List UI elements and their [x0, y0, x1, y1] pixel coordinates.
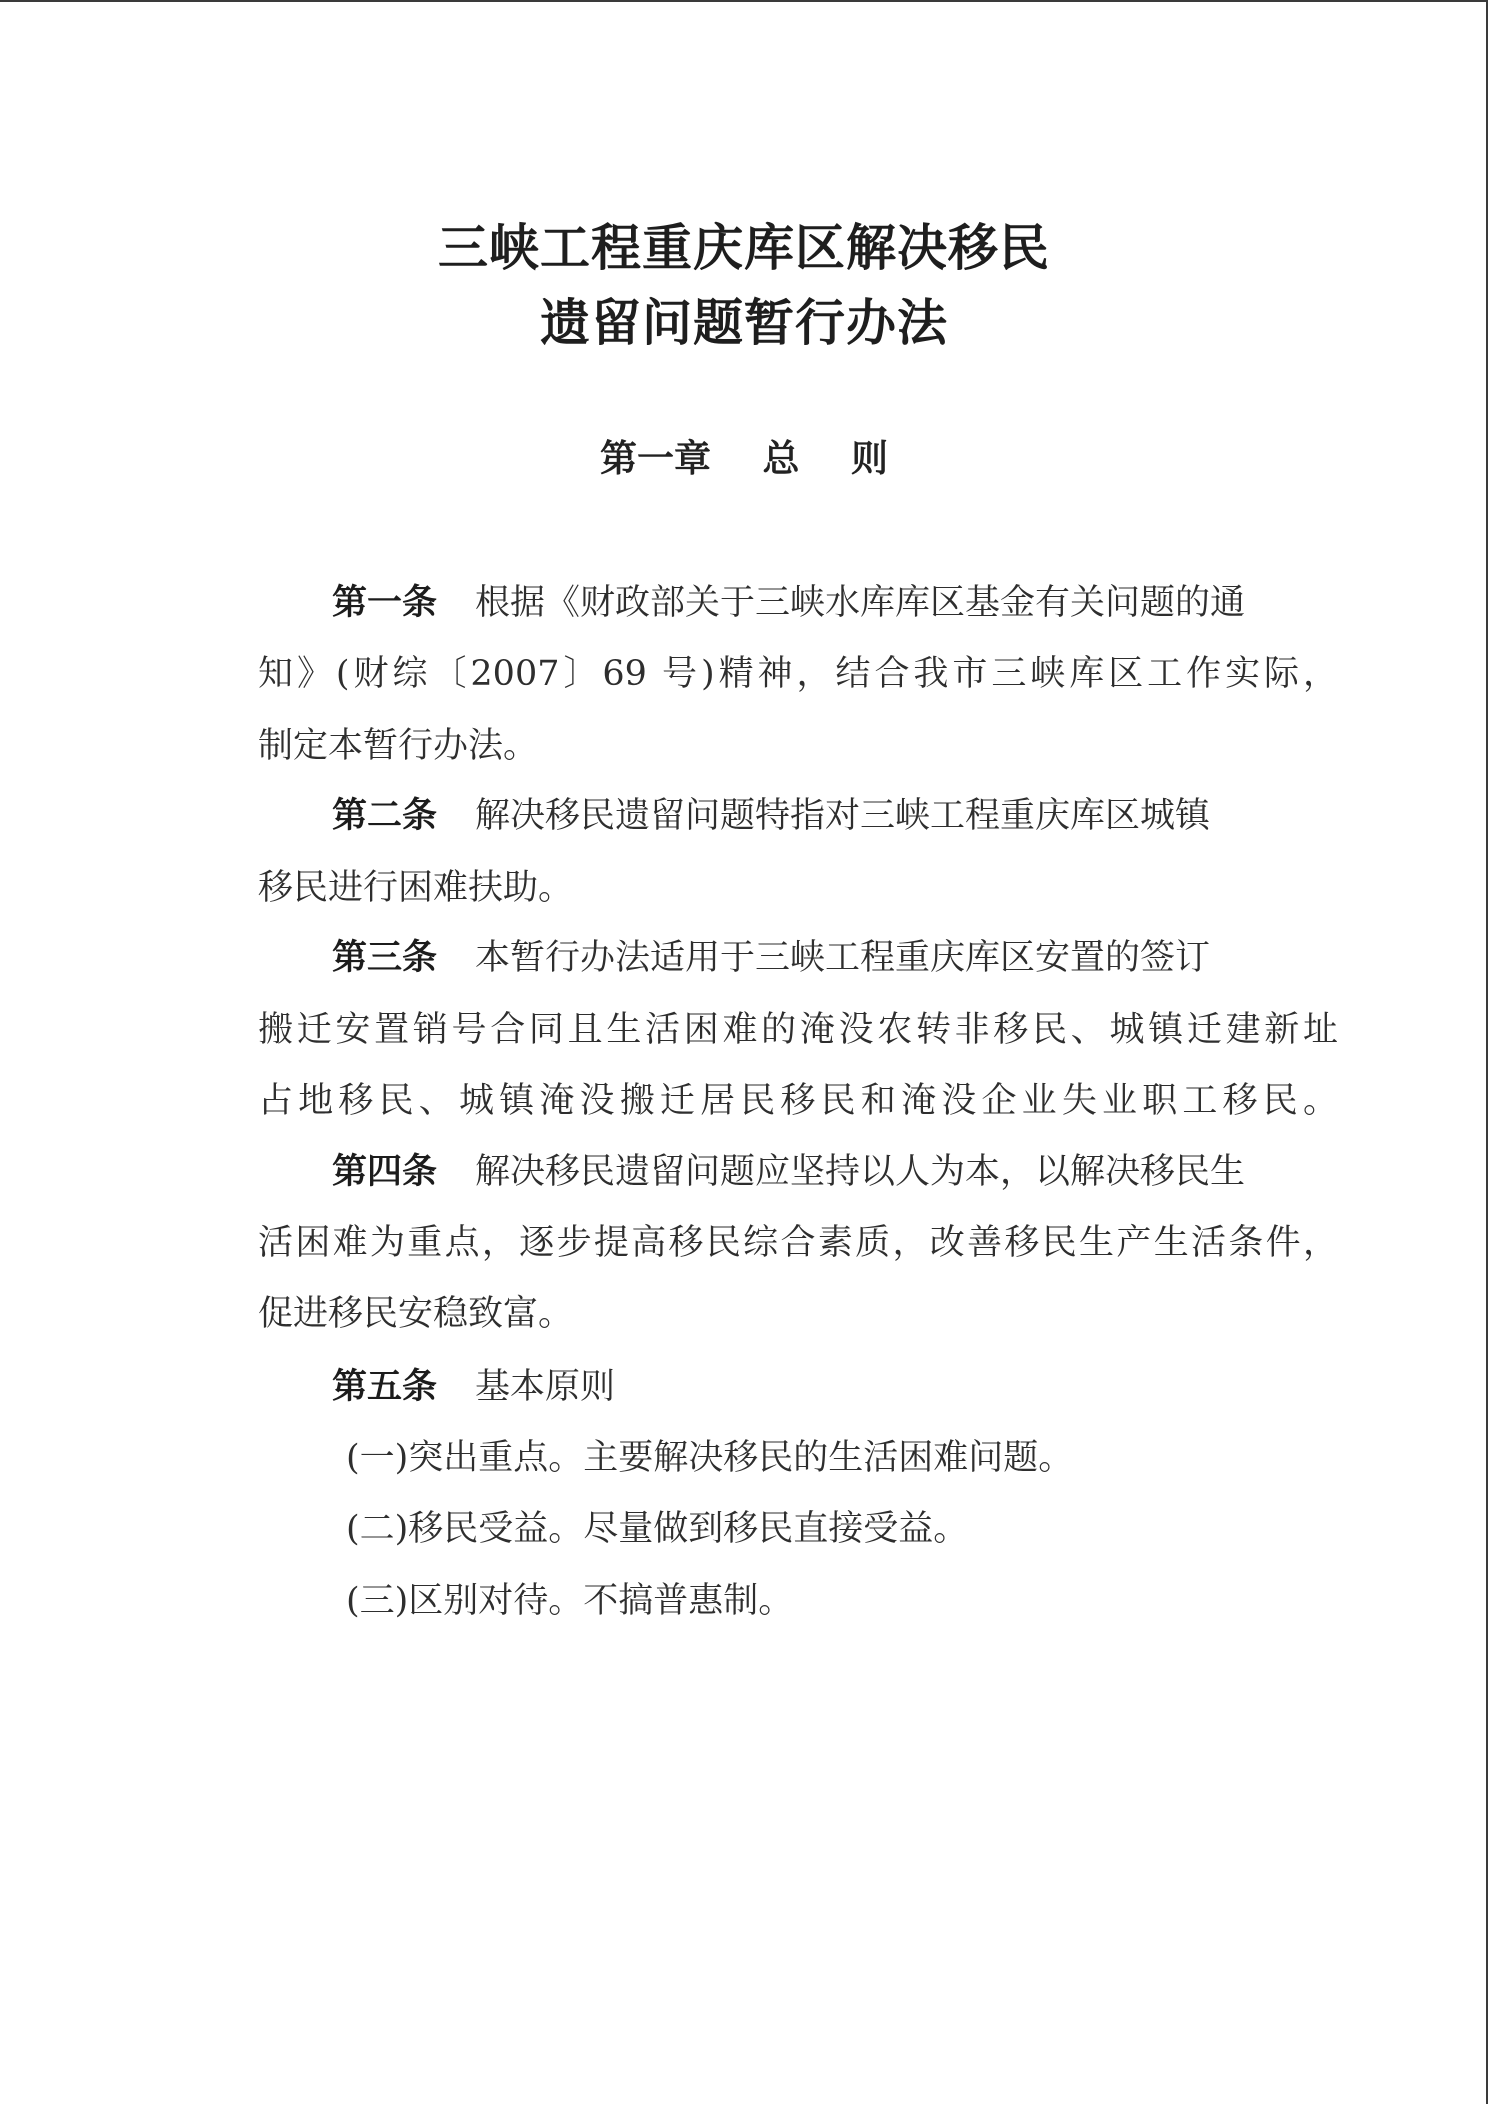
article-1-line-3: 制定本暂行办法。 — [258, 726, 539, 766]
article-2-line-1 — [332, 796, 1338, 836]
article-4-heading: 第四条 — [332, 1152, 438, 1192]
document-title-line-2: 遗留问题暂行办法 — [540, 293, 948, 352]
article-1-line-2: 知》(财综〔2007〕69 号)精神，结合我市三峡库区工作实际， — [258, 654, 1338, 694]
document-title-line-1: 三峡工程重庆库区解决移民 — [438, 218, 1050, 277]
article-3-line-3: 占地移民、城镇淹没搬迁居民移民和淹没企业失业职工移民。 — [258, 1081, 1338, 1121]
article-4-text-1: 解决移民遗留问题应坚持以人为本，以解决移民生 — [475, 1152, 1246, 1192]
article-5-line-1 — [332, 1367, 1412, 1407]
article-4-line-2: 活困难为重点，逐步提高移民综合素质，改善移民生产生活条件， — [258, 1223, 1338, 1263]
article-2-text-1: 解决移民遗留问题特指对三峡工程重庆库区城镇 — [475, 796, 1211, 836]
article-3-text-1: 本暂行办法适用于三峡工程重庆库区安置的签订 — [475, 938, 1211, 978]
article-3-heading: 第三条 — [332, 938, 438, 978]
article-1-heading: 第一条 — [332, 583, 438, 623]
article-1-text-1: 根据《财政部关于三峡水库库区基金有关问题的通 — [475, 583, 1246, 623]
article-2-line-2: 移民进行困难扶助。 — [258, 868, 574, 908]
principle-item-1: (一)突出重点。主要解决移民的生活困难问题。 — [346, 1438, 1074, 1478]
principle-item-2: (二)移民受益。尽量做到移民直接受益。 — [346, 1509, 969, 1549]
article-4-line-3: 促进移民安稳致富。 — [258, 1294, 574, 1334]
article-5-text-1: 基本原则 — [475, 1367, 616, 1407]
article-2-heading: 第二条 — [332, 796, 438, 836]
chapter-heading: 第一章 总 则 — [599, 436, 889, 480]
article-4-line-1 — [332, 1152, 1338, 1192]
principle-item-3: (三)区别对待。不搞普惠制。 — [346, 1581, 794, 1621]
scan-edge-top — [0, 0, 1488, 2]
article-3-line-2: 搬迁安置销号合同且生活困难的淹没农转非移民、城镇迁建新址 — [258, 1010, 1338, 1050]
article-3-line-1 — [332, 938, 1338, 978]
article-5-heading: 第五条 — [332, 1367, 438, 1407]
article-1-line-1 — [332, 583, 1338, 623]
